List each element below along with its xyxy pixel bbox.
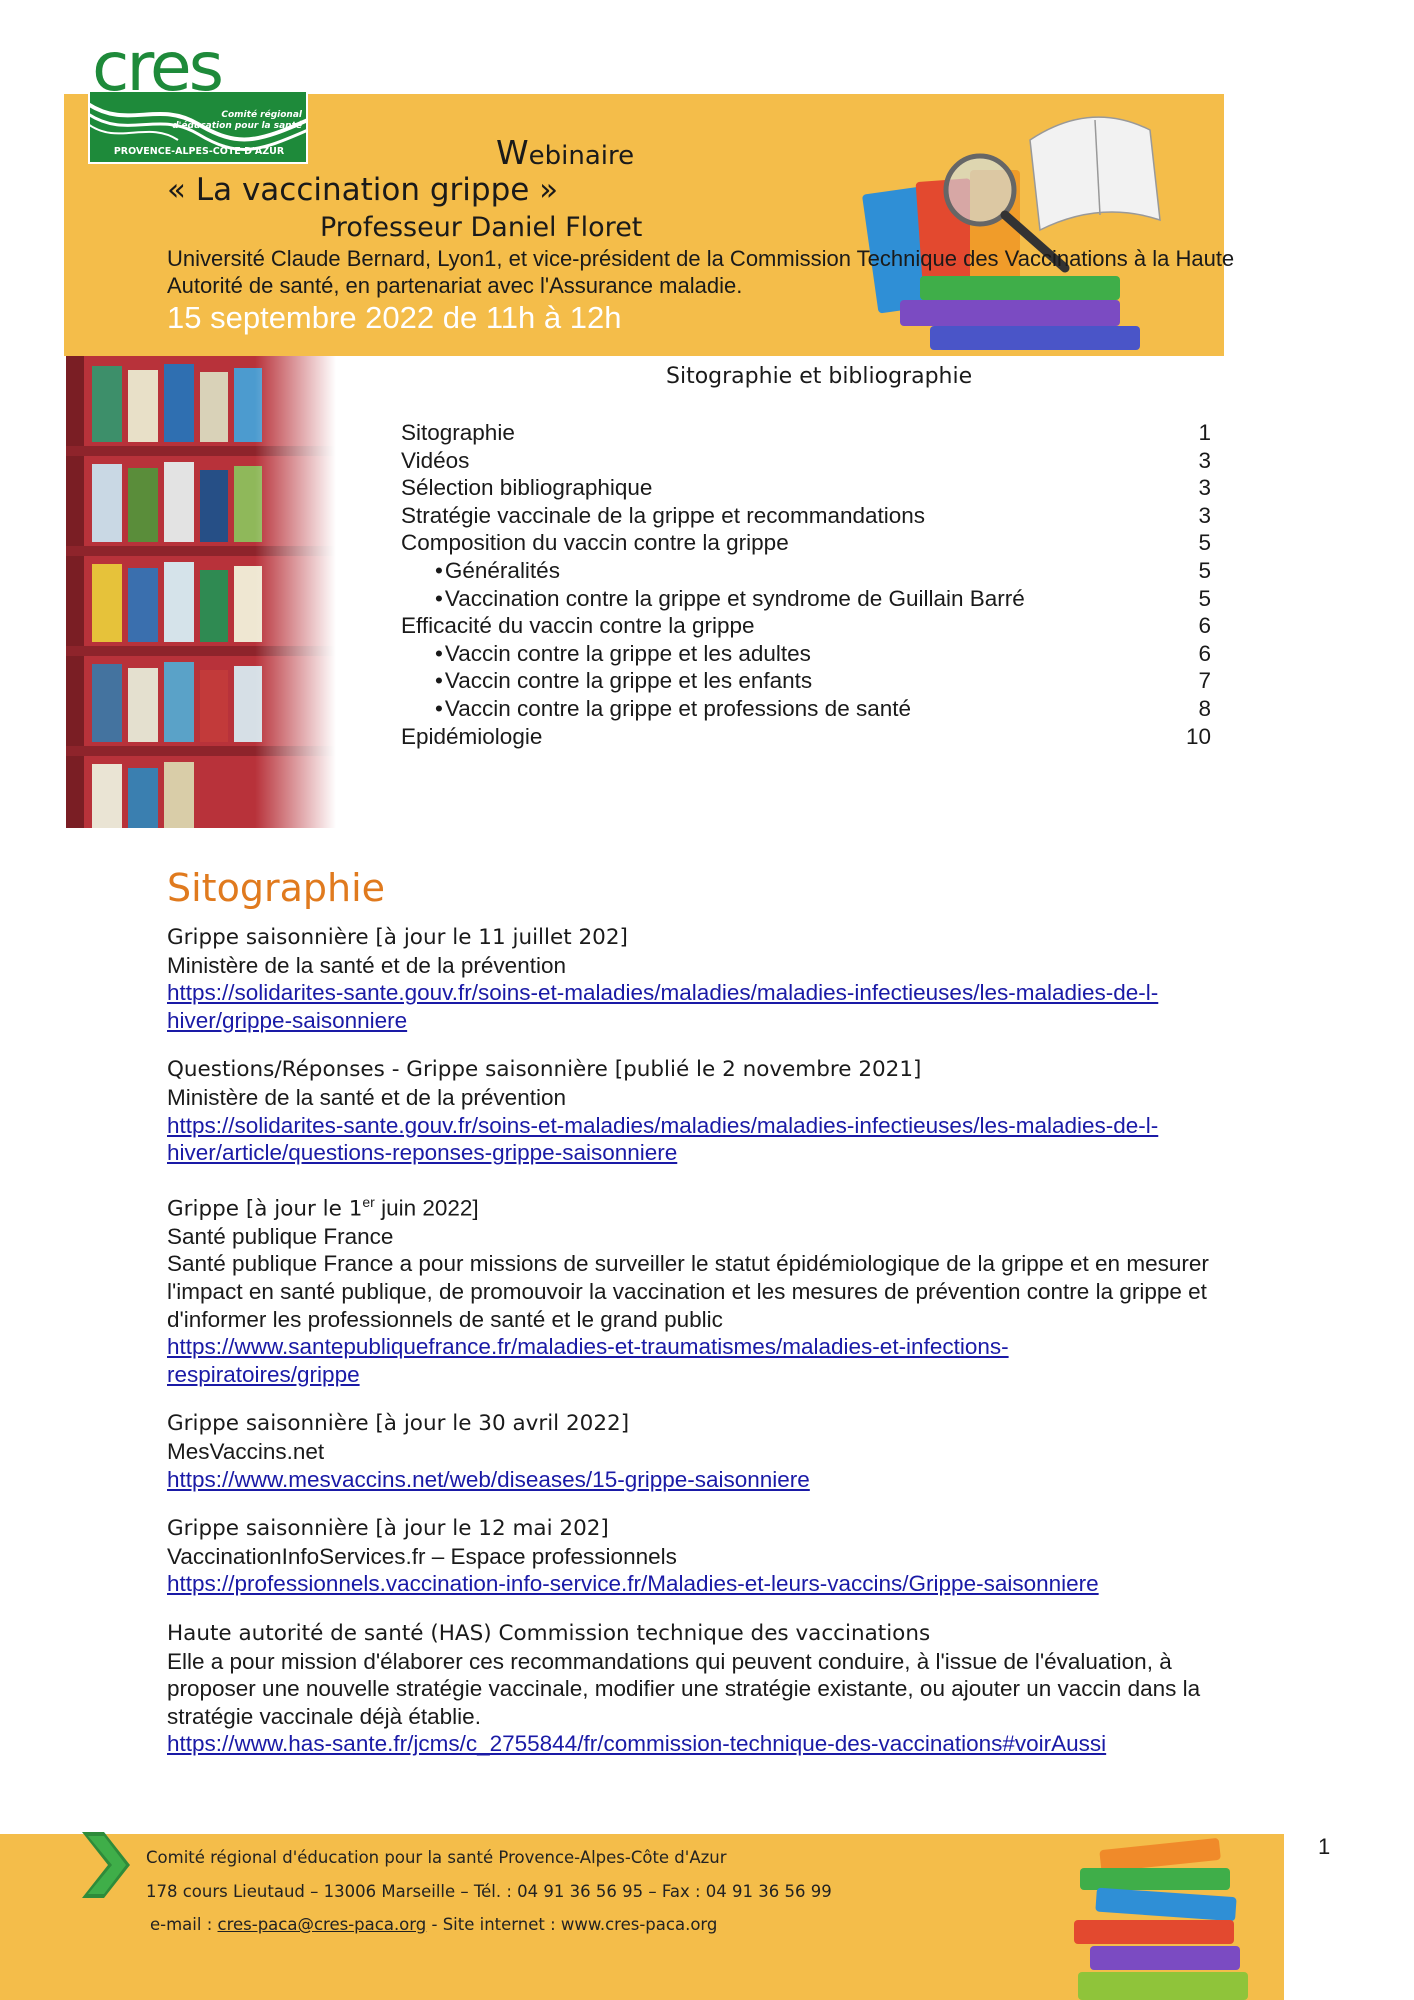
entry-source: Santé publique France xyxy=(167,1223,394,1249)
entry-link[interactable] xyxy=(167,1334,1009,1387)
toc-item[interactable] xyxy=(401,528,1211,556)
sitographie-entry xyxy=(167,1620,1247,1758)
entry-link-line: https://www.santepubliquefrance.fr/maladies-et-traumatismes/maladies-et-infections- xyxy=(167,1334,1009,1360)
entry-title: Grippe saisonnière [à jour le 11 juillet 202] xyxy=(167,925,628,950)
toc-item[interactable] xyxy=(401,556,1211,584)
entry-link-line: respiratoires/grippe xyxy=(167,1361,360,1387)
footer-site: - Site internet : www.cres-paca.org xyxy=(426,1915,718,1934)
entry-link[interactable]: https://www.has-sante.fr/jcms/c_2755844/fr/commission-technique-des-vaccinations#voirAussi xyxy=(167,1731,1107,1757)
entry-title: Haute autorité de santé (HAS) Commission technique des vaccinations xyxy=(167,1620,931,1646)
entry-link-line: https://solidarites-sante.gouv.fr/soins-et-maladies/maladies/maladies-infectieuses/les-maladies-de-l- xyxy=(167,980,1159,1006)
table-of-contents xyxy=(401,418,1211,749)
toc-item[interactable] xyxy=(401,473,1211,501)
entry-description: Santé publique France a pour missions de surveiller le statut épidémiologique de la grippe et en mesurer l'impact en santé publique, de promouvoir la vaccination et les mesures de prévention contre la grippe et d'informer les professionnels de santé et le grand public xyxy=(167,1251,1209,1332)
chevron-right-icon xyxy=(82,1832,132,1898)
toc-item-page: 3 xyxy=(1198,475,1211,501)
toc-item-page: 5 xyxy=(1198,585,1211,611)
toc-item-page: 5 xyxy=(1198,530,1211,556)
toc-item-label: Composition du vaccin contre la grippe xyxy=(401,530,789,556)
toc-item-label: Vidéos xyxy=(401,447,470,473)
footer-email-label: e-mail : xyxy=(150,1915,218,1934)
entry-link-line: https://solidarites-sante.gouv.fr/soins-et-maladies/maladies/maladies-infectieuses/les-maladies-de-l- xyxy=(167,1112,1159,1138)
speaker-name: Professeur Daniel Floret xyxy=(320,212,643,243)
toc-item-label: Epidémiologie xyxy=(401,723,543,749)
toc-item-page: 1 xyxy=(1198,420,1211,445)
entry-link[interactable] xyxy=(167,980,1158,1033)
entry-title: Grippe saisonnière [à jour le 30 avril 2022] xyxy=(167,1411,630,1437)
books-illustration xyxy=(860,100,1240,360)
toc-item-page: 10 xyxy=(1185,723,1211,749)
toc-item-page: 6 xyxy=(1198,640,1211,666)
sitographie-entries xyxy=(167,924,1247,1780)
webinar-initial: W xyxy=(496,133,529,172)
entry-title-sup: er xyxy=(362,1193,375,1210)
page-number: 1 xyxy=(1318,1834,1331,1859)
logo-region: PROVENCE-ALPES-CÔTE D'AZUR xyxy=(113,146,285,157)
sitographie-entry xyxy=(167,1189,1247,1389)
speaker-affiliation: Université Claude Bernard, Lyon1, et vice-président de la Commission Technique des Vaccinations à la Haute Autorité de santé, en partenariat avec l'Assurance maladie. xyxy=(167,246,1235,298)
footer-contact xyxy=(150,1915,717,1934)
sitographie-entry xyxy=(167,1410,1247,1493)
toc-item-page: 8 xyxy=(1198,695,1211,721)
footer-org: Comité régional d'éducation pour la santé Provence-Alpes-Côte d'Azur xyxy=(146,1848,727,1867)
logo-wordmark: cres xyxy=(92,28,222,107)
entry-source: Ministère de la santé et de la prévention xyxy=(167,952,566,978)
toc-item-label: • Vaccin contre la grippe et les adultes xyxy=(435,641,811,667)
entry-source: Ministère de la santé et de la prévention xyxy=(167,1084,566,1110)
sitographie-entry xyxy=(167,1056,1247,1166)
entry-link[interactable]: https://professionnels.vaccination-info-service.fr/Maladies-et-leurs-vaccins/Grippe-saisonniere xyxy=(167,1571,1099,1597)
footer-email-link[interactable]: cres-paca@cres-paca.org xyxy=(217,1915,427,1934)
entry-link[interactable] xyxy=(167,1113,1158,1166)
library-shelf-photo xyxy=(66,356,336,828)
webinar-title: « La vaccination grippe » xyxy=(167,172,559,208)
webinar-label xyxy=(496,133,634,172)
sitographie-entry xyxy=(167,1515,1247,1598)
entry-title-pre: Grippe [à jour le 1 xyxy=(167,1196,363,1222)
toc-item[interactable] xyxy=(401,666,1211,694)
toc-heading: Sitographie et bibliographie xyxy=(666,364,973,389)
webinar-rest: ebinaire xyxy=(528,141,635,171)
entry-title xyxy=(167,1189,1247,1223)
toc-item-label: • Généralités xyxy=(435,558,560,584)
section-title-sitographie: Sitographie xyxy=(167,866,385,910)
cres-logo xyxy=(86,28,308,164)
entry-source: VaccinationInfoServices.fr – Espace professionnels xyxy=(167,1543,677,1569)
webinar-date: 15 septembre 2022 de 11h à 12h xyxy=(167,300,622,335)
entry-source: MesVaccins.net xyxy=(167,1439,325,1464)
toc-item-label: Sitographie xyxy=(401,420,515,445)
toc-item[interactable] xyxy=(401,501,1211,529)
toc-item-page: 5 xyxy=(1198,557,1211,583)
toc-item[interactable] xyxy=(401,446,1211,474)
toc-item[interactable] xyxy=(401,639,1211,667)
entry-description: Elle a pour mission d'élaborer ces recommandations qui peuvent conduire, à l'issue de l'évaluation, à proposer une nouvelle stratégie vaccinale, modifier une stratégie existante, ou ajouter un vaccin dans la stratégie vaccinale déjà établie. xyxy=(167,1648,1201,1729)
entry-link-line: hiver/grippe-saisonniere xyxy=(167,1007,408,1033)
logo-subtitle: Comité régional d'éducation pour la santé xyxy=(172,110,302,131)
toc-item-label: Stratégie vaccinale de la grippe et recommandations xyxy=(401,502,926,528)
footer-address: 178 cours Lieutaud – 13006 Marseille – Tél. : 04 91 36 56 95 – Fax : 04 91 36 56 99 xyxy=(146,1882,832,1901)
books-stack-illustration xyxy=(1060,1834,1280,2000)
toc-item-label: Efficacité du vaccin contre la grippe xyxy=(401,613,755,639)
sitographie-entry xyxy=(167,924,1247,1034)
entry-title-post: juin 2022] xyxy=(374,1195,479,1221)
toc-item[interactable] xyxy=(401,418,1211,446)
entry-link-line: hiver/article/questions-reponses-grippe-saisonniere xyxy=(167,1140,678,1166)
toc-item-label: • Vaccin contre la grippe et les enfants xyxy=(435,668,812,694)
toc-item-page: 3 xyxy=(1198,447,1211,473)
toc-item[interactable] xyxy=(401,584,1211,612)
toc-item-label: • Vaccin contre la grippe et professions de santé xyxy=(435,696,911,722)
toc-item-page: 3 xyxy=(1198,502,1211,528)
entry-title: Grippe saisonnière [à jour le 12 mai 202] xyxy=(167,1516,609,1542)
toc-item-label: • Vaccination contre la grippe et syndrome de Guillain Barré xyxy=(435,586,1025,612)
entry-title: Questions/Réponses - Grippe saisonnière [publié le 2 novembre 2021] xyxy=(167,1057,922,1083)
toc-item[interactable] xyxy=(401,611,1211,639)
toc-item-page: 7 xyxy=(1198,668,1211,694)
entry-link[interactable]: https://www.mesvaccins.net/web/diseases/15-grippe-saisonniere xyxy=(167,1466,810,1492)
toc-item-label: Sélection bibliographique xyxy=(401,475,653,501)
toc-item[interactable] xyxy=(401,722,1211,750)
toc-item-page: 6 xyxy=(1198,613,1211,639)
toc-item[interactable] xyxy=(401,694,1211,722)
